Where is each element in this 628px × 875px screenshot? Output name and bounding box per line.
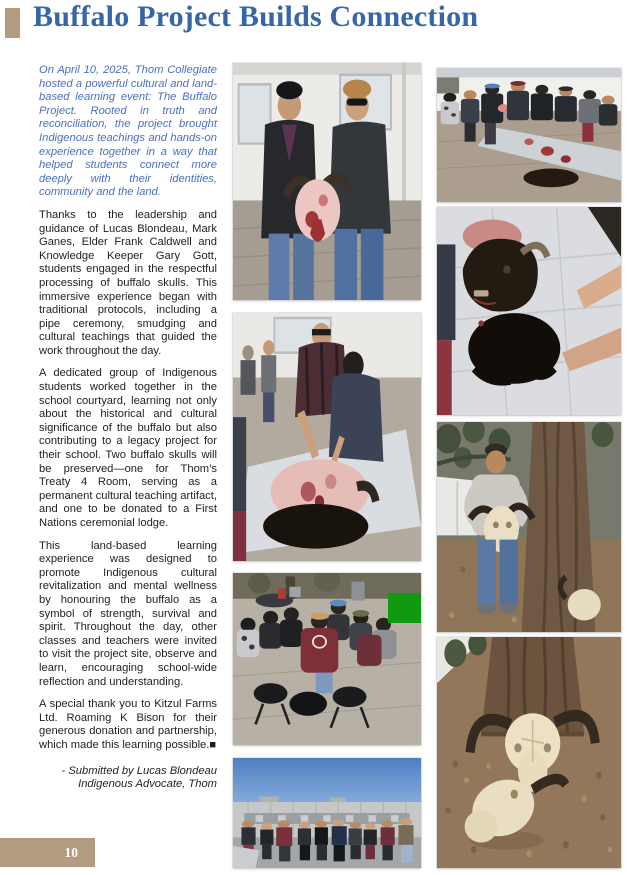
page-title: Buffalo Project Builds Connection: [33, 0, 479, 33]
photo-skulls-at-tree-base: [437, 637, 621, 868]
privacy-censor-box: [388, 593, 421, 623]
intro-paragraph: On April 10, 2025, Thom Collegiate hosted a powerful cultural and land-based learning event: The Buffalo Project. Rooted in truth and reconciliation, the project brought Indigenous teachings and hands-on experience together in a way that helped students connect more deeply with their identities, community and the land.: [39, 64, 217, 199]
byline-author: - Submitted by Lucas Blondeau: [61, 764, 217, 777]
photo-illustration: [437, 637, 621, 868]
body-paragraph-4: A special thank you to Kitzul Farms Ltd. Roaming K Bison for their generous donation and partnership, which made this learning possible.■: [39, 698, 217, 751]
page-number: 10: [64, 845, 78, 860]
byline-role: Indigenous Advocate, Thom: [78, 778, 217, 791]
page-number-bar: [0, 838, 95, 867]
photo-students-around-work-table: [437, 68, 621, 202]
photo-man-with-skull-by-tree: [437, 422, 621, 632]
photo-illustration: [437, 207, 621, 415]
title-accent-block: [5, 8, 20, 38]
photo-illustration: [233, 313, 421, 561]
article-text-column: [39, 64, 217, 792]
photo-group-blue-sky: [233, 758, 421, 868]
photo-illustration: [233, 63, 421, 300]
photo-buffalo-head-on-table: [437, 207, 621, 415]
photo-courtyard-circle-gathering: [233, 573, 421, 745]
photo-illustration: [437, 422, 621, 632]
photo-illustration: [437, 68, 621, 202]
photo-students-processing-hide: [233, 313, 421, 561]
byline: [39, 765, 217, 792]
photo-illustration: [233, 758, 421, 868]
body-paragraph-3: This land-based learning experience was designed to promote Indigenous cultural revitalization and mental wellness by honouring the buffalo as a symbol of strength, survival and spirit. Throughout the day, other classes and teachers were invited to visit the project site, observe and learn, encouraging school-wide reflection and understanding.: [39, 539, 217, 688]
photo-elders-holding-buffalo-skull: [233, 63, 421, 300]
body-paragraph-1: Thanks to the leadership and guidance of Lucas Blondeau, Mark Ganes, Elder Frank Caldwell and Knowledge Keeper Gary Gott, students engaged in the respectful processing of buffalo skulls. This immersive experience began with traditional protocols, including a pipe ceremony, smudging and cultural teachings that guided the work throughout the day.: [39, 208, 217, 357]
body-paragraph-2: A dedicated group of Indigenous students worked together in the school courtyard, learning not only about the historical and cultural significance of the buffalo but also contributing to a legacy project for their school. Two buffalo skulls will be preserved—one for Thom’s Treaty 4 Room, serving as a permanent cultural teaching artifact, and one to be donated to a First Nations ceremonial lodge.: [39, 367, 217, 529]
